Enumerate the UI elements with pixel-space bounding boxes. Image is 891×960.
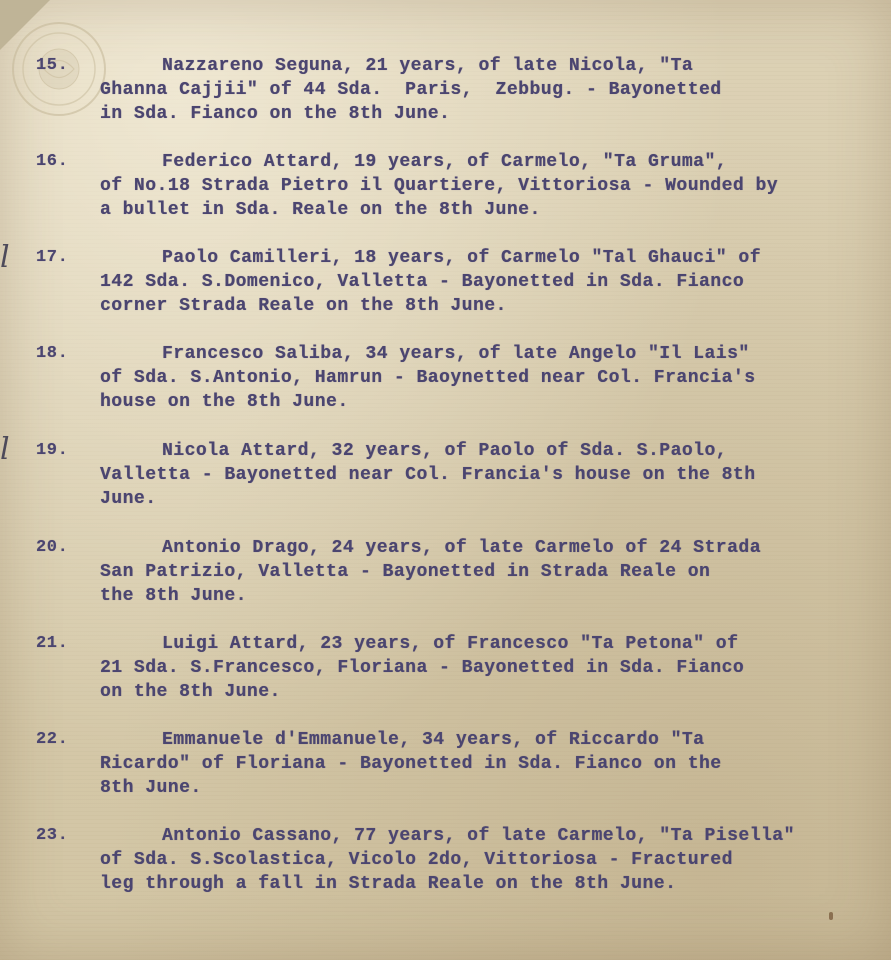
- entry-text-line: Valletta - Bayonetted near Col. Francia's house on the 8th: [100, 465, 756, 485]
- entry-text-line: Luigi Attard, 23 years, of Francesco "Ta Petona" of: [162, 634, 739, 654]
- entry-number: 18.: [36, 344, 69, 363]
- entry-number: 16.: [36, 152, 69, 171]
- entry-text-line: the 8th June.: [100, 586, 247, 606]
- entry-text-line: on the 8th June.: [100, 682, 281, 702]
- entry-text-line: Nazzareno Seguna, 21 years, of late Nicola, "Ta: [162, 56, 694, 76]
- entry-text-line: Nicola Attard, 32 years, of Paolo of Sda. S.Paolo,: [162, 441, 728, 461]
- entry-text-line: house on the 8th June.: [100, 392, 349, 412]
- entry-text-line: in Sda. Fianco on the 8th June.: [100, 104, 451, 124]
- entry-text-line: corner Strada Reale on the 8th June.: [100, 296, 507, 316]
- entry-number: 19.: [36, 441, 69, 460]
- entry-text-line: 8th June.: [100, 778, 202, 798]
- pencil-tick-mark-icon: l: [0, 240, 10, 275]
- entry-text-line: June.: [100, 489, 157, 509]
- entry-text-line: a bullet in Sda. Reale on the 8th June.: [100, 200, 541, 220]
- entry-number: 21.: [36, 634, 69, 653]
- entry-text-line: 142 Sda. S.Domenico, Valletta - Bayonetted in Sda. Fianco: [100, 272, 745, 292]
- pencil-tick-mark-icon: l: [0, 432, 10, 467]
- entry-text-line: Antonio Cassano, 77 years, of late Carmelo, "Ta Pisella": [162, 826, 795, 846]
- entry-text-line: Francesco Saliba, 34 years, of late Angelo "Il Lais": [162, 344, 750, 364]
- entry-number: 20.: [36, 538, 69, 557]
- entry-text-line: of Sda. S.Scolastica, Vicolo 2do, Vittoriosa - Fractured: [100, 850, 733, 870]
- entry-text-line: Federico Attard, 19 years, of Carmelo, "Ta Gruma",: [162, 152, 728, 172]
- entry-number: 17.: [36, 248, 69, 267]
- entry-text-line: 21 Sda. S.Francesco, Floriana - Bayonetted in Sda. Fianco: [100, 658, 745, 678]
- entry-number: 22.: [36, 730, 69, 749]
- entry-text-line: Ricardo" of Floriana - Bayonetted in Sda. Fianco on the: [100, 754, 722, 774]
- entry-text-line: Paolo Camilleri, 18 years, of Carmelo "Tal Ghauci" of: [162, 248, 761, 268]
- entry-number: 23.: [36, 826, 69, 845]
- entry-text-line: of Sda. S.Antonio, Hamrun - Baoynetted near Col. Francia's: [100, 368, 756, 388]
- entry-text-line: of No.18 Strada Pietro il Quartiere, Vittoriosa - Wounded by: [100, 176, 779, 196]
- entry-number: 15.: [36, 56, 69, 75]
- entry-text-line: Emmanuele d'Emmanuele, 34 years, of Riccardo "Ta: [162, 730, 705, 750]
- entry-text-line: Antonio Drago, 24 years, of late Carmelo of 24 Strada: [162, 538, 761, 558]
- entry-text-line: Ghanna Cajjii" of 44 Sda. Paris, Zebbug. - Bayonetted: [100, 80, 722, 100]
- entry-text-line: leg through a fall in Strada Reale on the 8th June.: [100, 874, 677, 894]
- entry-text-line: San Patrizio, Valletta - Bayonetted in Strada Reale on: [100, 562, 711, 582]
